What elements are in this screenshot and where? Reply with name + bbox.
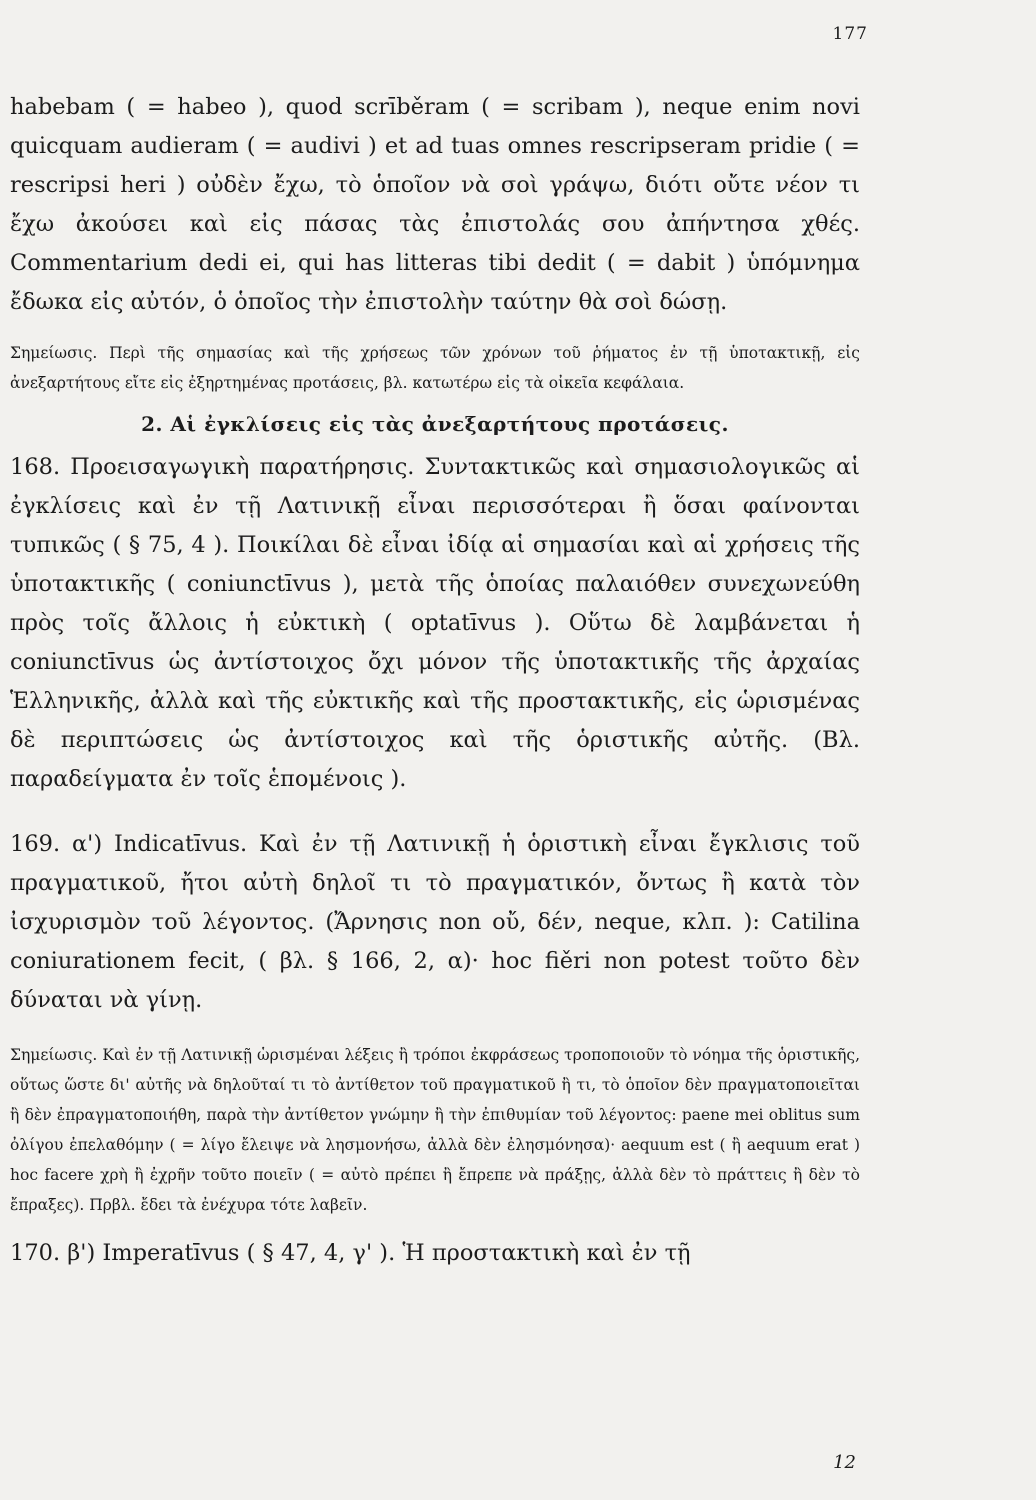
paragraph-170: 170. β') Imperatīvus ( § 47, 4, γ' ). Ἡ προστακτικὴ καὶ ἐν τῇ [10,1240,691,1266]
signature-mark: 12 [833,1452,856,1473]
note-2: Σημείωσις. Καὶ ἐν τῇ Λατινικῇ ὡρισμέναι λέξεις ἢ τρόποι ἐκφράσεως τροποποιοῦν τὸ νόημα τῆς ὁριστικῆς, οὕτως ὥστε δι' αὐτῆς νὰ δηλοῦταί τι τὸ ἀντίθετον τοῦ πραγματικοῦ ἢ τι, τὸ ὁποῖον δὲν πραγματοποιεῖται ἢ δὲν ἐπραγματοποιήθη, παρὰ τὴν ἀντίθετον γνώμην ἢ τὴν ἐπιθυμίαν τοῦ λέγοντος: paene mei oblitus sum ὀλίγου ἐπελαθόμην ( = λίγο ἔλειψε νὰ λησμονήσω, ἀλλὰ δὲν ἐλησμόνησα)· aequum est ( ἢ aequum erat ) hoc facere χρὴ ἢ ἐχρῆν τοῦτο ποιεῖν ( = αὐτὸ πρέπει ἢ ἔπρεπε νὰ πράξῃς, ἀλλὰ δὲν τὸ πράττεις ἢ δὲν τὸ ἔπραξες). Πρβλ. ἔδει τὰ ἐνέχυρα τότε λαβεῖν. [10,1046,860,1214]
paragraph-continuation: habebam ( = habeo ), quod scrīběram ( = scribam ), neque enim novi quicquam audieram ( = audivi ) et ad tuas omnes rescripseram pridie ( = rescripsi heri ) οὐδὲν ἔχω, τὸ ὁποῖον νὰ σοὶ γράψω, διότι οὔτε νέον τι ἔχω ἀκούσει καὶ εἰς πάσας τὰς ἐπιστολάς σου ἀπήντησα χθές. Commentarium dedi ei, qui has litteras tibi dedit ( = dabit ) ὑπόμνημα ἔδωκα εἰς αὐτόν, ὁ ὁποῖος τὴν ἐπιστολὴν ταύτην θὰ σοὶ δώσῃ. [10,94,860,315]
note-1: Σημείωσις. Περὶ τῆς σημασίας καὶ τῆς χρήσεως τῶν χρόνων τοῦ ῥήματος ἐν τῇ ὑποτακτικῇ, εἰς ἀνεξαρτήτους εἴτε εἰς ἐξηρτημένας προτάσεις, βλ. κατωτέρω εἰς τὰ οἰκεῖα κεφάλαια. [10,344,860,392]
section-heading: 2. Αἱ ἐγκλίσεις εἰς τὰς ἀνεξαρτήτους προτάσεις. [141,412,729,436]
main-text [10,88,860,1273]
page-number: 177 [832,24,868,44]
paragraph-168: 168. Προεισαγωγικὴ παρατήρησις. Συντακτικῶς καὶ σημασιολογικῶς αἱ ἐγκλίσεις καὶ ἐν τῇ Λατινικῇ εἶναι περισσότεραι ἢ ὅσαι φαίνονται τυπικῶς ( § 75, 4 ). Ποικίλαι δὲ εἶναι ἰδίᾳ αἱ σημασίαι καὶ αἱ χρήσεις τῆς ὑποτακτικῆς ( coniunctīvus ), μετὰ τῆς ὁποίας παλαιόθεν συνεχωνεύθη πρὸς τοῖς ἄλλοις ἡ εὐκτικὴ ( optatīvus ). Οὕτω δὲ λαμβάνεται ἡ coniunctīvus ὡς ἀντίστοιχος ὄχι μόνον τῆς ὑποτακτικῆς τῆς ἀρχαίας Ἑλληνικῆς, ἀλλὰ καὶ τῆς εὐκτικῆς καὶ τῆς προστακτικῆς, εἰς ὡρισμένας δὲ περιπτώσεις ὡς ἀντίστοιχος καὶ τῆς ὁριστικῆς αὐτῆς. (Βλ. παραδείγματα ἐν τοῖς ἑπομένοις ). [10,454,860,792]
paragraph-169: 169. α') Indicatīvus. Καὶ ἐν τῇ Λατινικῇ ἡ ὁριστικὴ εἶναι ἔγκλισις τοῦ πραγματικοῦ, ἤτοι αὐτὴ δηλοῖ τι τὸ πραγματικόν, ὄντως ἢ κατὰ τὸν ἰσχυρισμὸν τοῦ λέγοντος. (Ἄρνησις non οὔ, δέν, neque, κλπ. ): Catilina coniurationem fecit, ( βλ. § 166, 2, α)· hoc fiěri non potest τοῦτο δὲν δύναται νὰ γίνῃ. [10,831,860,1013]
